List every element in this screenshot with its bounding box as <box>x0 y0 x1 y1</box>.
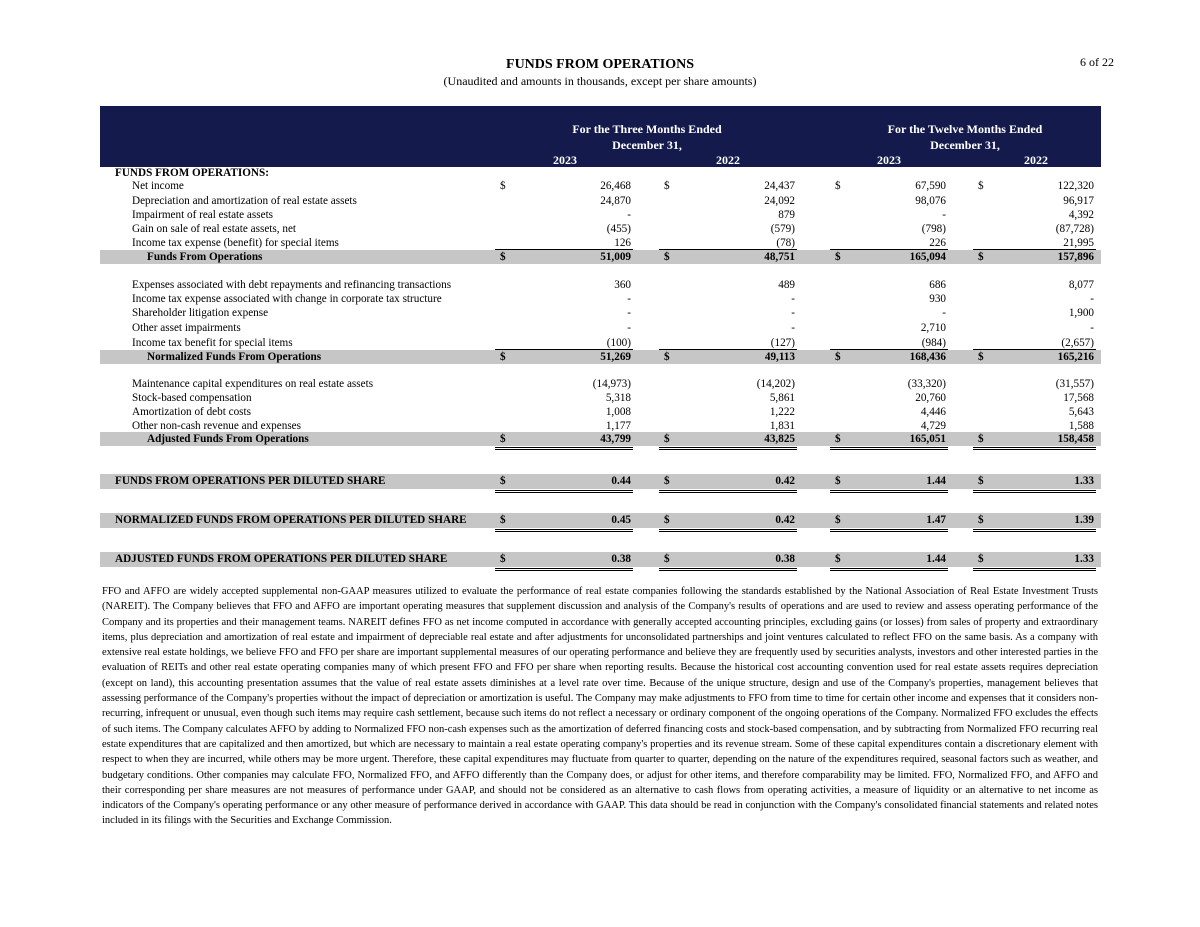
dollar-sign: $ <box>978 553 984 565</box>
twelve-months-period: December 31, <box>930 138 1000 152</box>
per-share-value: 1.33 <box>1074 475 1094 487</box>
per-share-label: ADJUSTED FUNDS FROM OPERATIONS PER DILUTED SHARE <box>115 553 448 565</box>
twelve-months-heading: For the Twelve Months Ended <box>887 122 1043 136</box>
table-row <box>100 208 1101 222</box>
year-column-header: 2022 <box>716 153 740 167</box>
double-underline <box>973 529 1096 532</box>
cell-value: - <box>942 307 946 319</box>
cell-value: 24,870 <box>600 195 631 207</box>
cell-value: - <box>1090 322 1094 334</box>
dollar-sign: $ <box>664 351 670 363</box>
total-row <box>100 350 1101 364</box>
cell-value: (31,557) <box>1055 378 1094 390</box>
cell-value: (14,202) <box>756 378 795 390</box>
row-label: Income tax expense associated with change in corporate tax structure <box>132 293 442 305</box>
cell-value: 4,392 <box>1068 209 1094 221</box>
per-share-row <box>100 513 1101 528</box>
dollar-sign: $ <box>500 553 506 565</box>
row-label: Other asset impairments <box>132 322 241 334</box>
dollar-sign: $ <box>978 475 984 487</box>
table-row <box>100 336 1101 350</box>
cell-value: 43,825 <box>764 433 795 445</box>
cell-value: 489 <box>778 279 795 291</box>
dollar-sign: $ <box>500 180 506 192</box>
dollar-sign: $ <box>664 433 670 445</box>
cell-value: (798) <box>921 223 946 235</box>
dollar-sign: $ <box>978 351 984 363</box>
cell-value: 8,077 <box>1068 279 1094 291</box>
dollar-sign: $ <box>835 251 841 263</box>
section-label-row <box>100 166 1101 180</box>
cell-value: 98,076 <box>915 195 946 207</box>
table-row <box>100 194 1101 208</box>
cell-value: - <box>791 293 795 305</box>
table-row <box>100 405 1101 419</box>
per-share-value: 1.44 <box>926 553 946 565</box>
dollar-sign: $ <box>664 553 670 565</box>
double-underline <box>495 447 633 450</box>
cell-value: 158,458 <box>1057 433 1094 445</box>
cell-value: 126 <box>614 237 631 249</box>
cell-value: 1,008 <box>605 406 631 418</box>
row-label: Maintenance capital expenditures on real estate assets <box>132 378 374 390</box>
double-underline <box>830 568 948 571</box>
per-share-value: 0.38 <box>611 553 631 565</box>
table-row <box>100 419 1101 433</box>
dollar-sign: $ <box>978 514 984 526</box>
cell-value: 360 <box>614 279 631 291</box>
row-label: Amortization of debt costs <box>132 406 251 418</box>
three-months-heading: For the Three Months Ended <box>572 122 722 136</box>
row-label: Shareholder litigation expense <box>132 307 269 319</box>
per-share-label: NORMALIZED FUNDS FROM OPERATIONS PER DILUTED SHARE <box>115 514 467 526</box>
cell-value: - <box>627 307 631 319</box>
cell-value: 930 <box>929 293 946 305</box>
page-number: 6 of 22 <box>1080 55 1114 69</box>
section-label: FUNDS FROM OPERATIONS: <box>115 167 269 179</box>
dollar-sign: $ <box>835 553 841 565</box>
dollar-sign: $ <box>664 514 670 526</box>
cell-value: (455) <box>606 223 631 235</box>
double-underline <box>973 568 1096 571</box>
cell-value: (2,657) <box>1061 337 1094 349</box>
year-column-header: 2023 <box>553 153 577 167</box>
total-row <box>100 250 1101 264</box>
cell-value: - <box>791 322 795 334</box>
cell-value: 43,799 <box>600 433 631 445</box>
cell-value: (984) <box>921 337 946 349</box>
cell-value: 2,710 <box>920 322 946 334</box>
dollar-sign: $ <box>835 514 841 526</box>
cell-value: 4,446 <box>920 406 946 418</box>
per-share-value: 0.42 <box>775 514 795 526</box>
cell-value: 4,729 <box>920 420 946 432</box>
cell-value: 157,896 <box>1057 251 1094 263</box>
dollar-sign: $ <box>978 251 984 263</box>
per-share-value: 1.47 <box>926 514 946 526</box>
cell-value: 879 <box>778 209 795 221</box>
dollar-sign: $ <box>664 180 670 192</box>
year-column-header: 2022 <box>1024 153 1048 167</box>
cell-value: (78) <box>776 237 795 249</box>
cell-value: - <box>627 209 631 221</box>
per-share-value: 1.33 <box>1074 553 1094 565</box>
double-underline <box>495 490 633 493</box>
cell-value: 24,437 <box>764 180 795 192</box>
double-underline <box>659 447 797 450</box>
row-label: Income tax expense (benefit) for special items <box>132 237 339 249</box>
per-share-row <box>100 552 1101 567</box>
cell-value: 67,590 <box>915 180 946 192</box>
row-label: Depreciation and amortization of real estate assets <box>132 195 357 207</box>
cell-value: 168,436 <box>909 351 946 363</box>
table-row <box>100 236 1101 250</box>
dollar-sign: $ <box>978 433 984 445</box>
per-share-value: 0.38 <box>775 553 795 565</box>
row-label: Income tax benefit for special items <box>132 337 293 349</box>
cell-value: 226 <box>929 237 946 249</box>
dollar-sign: $ <box>500 514 506 526</box>
page-title: FUNDS FROM OPERATIONS <box>506 57 694 72</box>
cell-value: 17,568 <box>1063 392 1094 404</box>
cell-value: (87,728) <box>1055 223 1094 235</box>
cell-value: 51,269 <box>600 351 631 363</box>
double-underline <box>973 447 1096 450</box>
double-underline <box>659 529 797 532</box>
double-underline <box>973 490 1096 493</box>
double-underline <box>659 490 797 493</box>
dollar-sign: $ <box>835 180 841 192</box>
row-label: Normalized Funds From Operations <box>147 351 322 363</box>
cell-value: (579) <box>770 223 795 235</box>
cell-value: 5,318 <box>605 392 631 404</box>
ffo-explanatory-note: FFO and AFFO are widely accepted supplemental non-GAAP measures utilized to evaluate the performance of real estate companies following the standards established by the National Association of Real Estate Investment Trusts (NAREIT). The Company believes that FFO and AFFO are important operating measures that supplement discussion and analysis of the Company's results of operations and are used to review and assess operating performance of the Company and its properties and their management teams. NAREIT defines FFO as net income computed in accordance with generally accepted accounting principles, excluding gains (or losses) from sales of property and extraordinary items, plus depreciation and amortization of real estate and impairment of depreciable real estate and after adjustments for unconsolidated partnerships and joint ventures calculated to reflect FFO on the same basis. As a company with extensive real estate holdings, we believe FFO and FFO per share are important supplemental measures of our operating performance and believe they are frequently used by securities analysts, investors and other interested parties in the evaluation of REITs and other real estate operating companies many of which present FFO and FFO per share when reporting results. Because the historical cost accounting convention used for real estate assets requires depreciation (except on land), this accounting presentation assumes that the value of real estate assets diminishes at a level rate over time. Because of the unique structure, design and use of the Company's properties, management believes that assessing performance of the Company's properties without the impact of depreciation or amortization is useful. The Company may make adjustments to FFO from time to time for certain other income and expenses that it considers non-recurring, infrequent or unusual, even though such items may require cash settlement, because such items do not reflect a necessary or ordinary component of the ongoing operations of the Company. Normalized FFO excludes the effects of such items. The Company calculates AFFO by adding to Normalized FFO non-cash expenses such as the amortization of deferred financing costs and stock-based compensation, and by subtracting from Normalized FFO recurring real estate expenditures that are capitalized and then amortized, but which are necessary to maintain a real estate operating company's properties and its revenue stream. Some of these capital expenditures contain a discretionary element with respect to when they are incurred, while others may be more urgent. Therefore, these capital expenditures may fluctuate from quarter to quarter, depending on the nature of the expenditures required, seasonal factors such as weather, and budgetary conditions. Other companies may calculate FFO, Normalized FFO, and AFFO differently than the Company does, or adjust for other items, and therefore comparability may be limited. FFO, Normalized FFO, and AFFO and their corresponding per share measures are not measures of performance under GAAP, and should not be considered as an alternative to cash flows from operating activities, a measure of liquidity or an alternative to net income as indicators of the Company's operating performance or any other measure of performance derived in accordance with GAAP. This data should be read in conjunction with the Company's consolidated financial statements and related notes included in its filings with the Securities and Exchange Commission. <box>102 586 1098 827</box>
row-label: Expenses associated with debt repayments and refinancing transactions <box>132 279 452 291</box>
per-share-value: 0.44 <box>611 475 631 487</box>
cell-value: 165,051 <box>909 433 946 445</box>
double-underline <box>495 529 633 532</box>
page-subtitle: (Unaudited and amounts in thousands, except per share amounts) <box>443 74 757 88</box>
cell-value: (127) <box>770 337 795 349</box>
year-column-header: 2023 <box>877 153 901 167</box>
dollar-sign: $ <box>835 351 841 363</box>
row-label: Impairment of real estate assets <box>132 209 274 221</box>
cell-value: (33,320) <box>907 378 946 390</box>
double-underline <box>659 568 797 571</box>
dollar-sign: $ <box>500 475 506 487</box>
cell-value: (14,973) <box>592 378 631 390</box>
cell-value: 122,320 <box>1057 180 1094 192</box>
cell-value: 5,643 <box>1068 406 1094 418</box>
cell-value: 686 <box>929 279 946 291</box>
dollar-sign: $ <box>835 475 841 487</box>
row-label: Other non-cash revenue and expenses <box>132 420 301 432</box>
cell-value: 26,468 <box>600 180 631 192</box>
cell-value: - <box>1090 293 1094 305</box>
per-share-row <box>100 474 1101 489</box>
cell-value: 21,995 <box>1063 237 1094 249</box>
dollar-sign: $ <box>500 251 506 263</box>
dollar-sign: $ <box>664 251 670 263</box>
cell-value: 48,751 <box>764 251 795 263</box>
cell-value: 20,760 <box>915 392 946 404</box>
cell-value: - <box>627 322 631 334</box>
row-label: Gain on sale of real estate assets, net <box>132 223 297 235</box>
cell-value: 24,092 <box>764 195 795 207</box>
cell-value: - <box>942 209 946 221</box>
table-row <box>100 377 1101 391</box>
cell-value: 96,917 <box>1063 195 1094 207</box>
per-share-value: 1.39 <box>1074 514 1094 526</box>
cell-value: 165,216 <box>1057 351 1094 363</box>
table-header <box>100 106 1101 167</box>
table-row <box>100 179 1101 193</box>
cell-value: 1,177 <box>605 420 631 432</box>
cell-value: 51,009 <box>600 251 631 263</box>
table-row <box>100 321 1101 335</box>
double-underline <box>830 529 948 532</box>
double-underline <box>495 568 633 571</box>
dollar-sign: $ <box>500 433 506 445</box>
table-row <box>100 278 1101 292</box>
per-share-value: 0.45 <box>611 514 631 526</box>
dollar-sign: $ <box>835 433 841 445</box>
table-row <box>100 391 1101 405</box>
cell-value: 1,222 <box>769 406 795 418</box>
three-months-period: December 31, <box>612 138 682 152</box>
table-row <box>100 292 1101 306</box>
double-underline <box>830 447 948 450</box>
table-row <box>100 222 1101 236</box>
total-row <box>100 432 1101 446</box>
row-label: Net income <box>132 180 184 192</box>
per-share-value: 0.42 <box>775 475 795 487</box>
per-share-value: 1.44 <box>926 475 946 487</box>
dollar-sign: $ <box>664 475 670 487</box>
double-underline <box>830 490 948 493</box>
cell-value: - <box>791 307 795 319</box>
cell-value: 165,094 <box>909 251 946 263</box>
cell-value: - <box>627 293 631 305</box>
cell-value: 1,831 <box>769 420 795 432</box>
row-label: Adjusted Funds From Operations <box>147 433 309 445</box>
dollar-sign: $ <box>978 180 984 192</box>
table-row <box>100 306 1101 320</box>
cell-value: 1,900 <box>1068 307 1094 319</box>
cell-value: 49,113 <box>764 351 795 363</box>
per-share-label: FUNDS FROM OPERATIONS PER DILUTED SHARE <box>115 475 386 487</box>
row-label: Stock-based compensation <box>132 392 252 404</box>
cell-value: 5,861 <box>769 392 795 404</box>
cell-value: 1,588 <box>1068 420 1094 432</box>
row-label: Funds From Operations <box>147 251 263 263</box>
cell-value: (100) <box>606 337 631 349</box>
dollar-sign: $ <box>500 351 506 363</box>
